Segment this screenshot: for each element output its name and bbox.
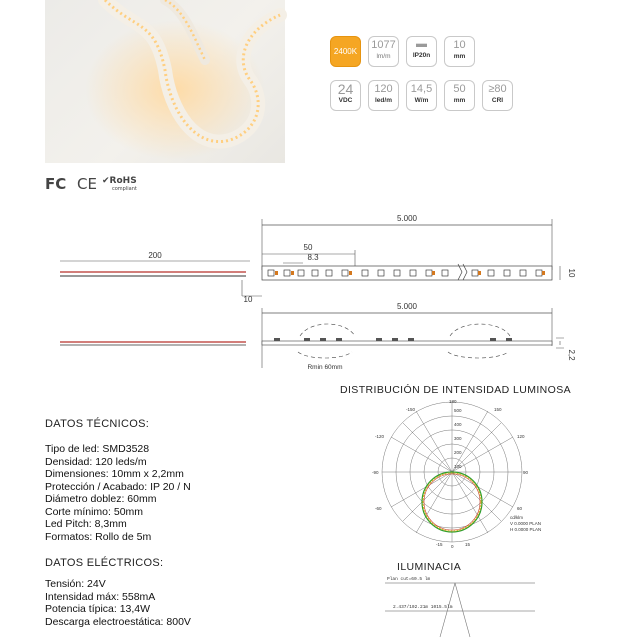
fcc-logo: FC bbox=[45, 175, 67, 193]
svg-text:120: 120 bbox=[517, 434, 525, 439]
voltage-icon: 24 VDC bbox=[330, 80, 361, 111]
height-label: 2,2 bbox=[567, 349, 576, 361]
cut-unit-label: 50 bbox=[303, 243, 313, 252]
list-item: Potencia típica: 13,4W bbox=[45, 603, 151, 615]
total-length-label: 5.000 bbox=[396, 214, 418, 223]
svg-text:60: 60 bbox=[517, 506, 523, 511]
svg-text:-150: -150 bbox=[406, 407, 416, 412]
svg-text:300: 300 bbox=[454, 436, 462, 441]
list-item: Led Pitch: 8,3mm bbox=[45, 518, 127, 530]
svg-text:200: 200 bbox=[454, 450, 462, 455]
certifications bbox=[45, 175, 165, 195]
total-length-label-side: 5.000 bbox=[396, 302, 418, 311]
elec-data-list bbox=[45, 578, 191, 628]
tech-data-title: DATOS TÉCNICOS: bbox=[45, 418, 150, 430]
tech-data-list bbox=[45, 443, 191, 543]
rmin-label: Rmin 60mm bbox=[307, 364, 343, 371]
svg-text:-90: -90 bbox=[372, 470, 379, 475]
cut-length-icon: 50 mm bbox=[444, 80, 475, 111]
polar-diagram bbox=[370, 398, 542, 549]
svg-text:H 0.0000 PLAN: H 0.0000 PLAN bbox=[510, 527, 542, 532]
polar-chart-title: DISTRIBUCIÓN DE INTENSIDAD LUMINOSA bbox=[340, 384, 572, 396]
svg-text:-60: -60 bbox=[375, 506, 382, 511]
list-item: Dimensiones: 10mm x 2,2mm bbox=[45, 468, 184, 480]
led-strip-image bbox=[45, 0, 285, 163]
svg-text:cd/klm: cd/klm bbox=[510, 515, 524, 520]
rohs-logo: ✔RoHS compliant bbox=[102, 176, 137, 192]
svg-text:90: 90 bbox=[523, 470, 529, 475]
list-item: Protección / Acabado: IP 20 / N bbox=[45, 480, 191, 493]
svg-text:180: 180 bbox=[449, 399, 457, 404]
lumens-icon: 1077 lm/m bbox=[368, 36, 399, 67]
list-item: Tipo de led: SMD3528 bbox=[45, 443, 150, 455]
led-density-icon: 120 led/m bbox=[368, 80, 399, 111]
power-icon: 14,5 W/m bbox=[406, 80, 437, 111]
list-item: Formatos: Rollo de 5m bbox=[45, 530, 152, 543]
svg-text:150: 150 bbox=[494, 407, 502, 412]
svg-text:2.437/102.21m 1015.: 2.437/102.21m 1015.5lm bbox=[393, 605, 453, 610]
svg-text:Plan cut=60.5 lm: Plan cut=60.5 lm bbox=[387, 577, 431, 582]
list-item: Descarga electroestática: 800V bbox=[45, 615, 191, 628]
technical-drawing bbox=[60, 208, 590, 378]
svg-text:-15: -15 bbox=[436, 542, 443, 547]
svg-text:400: 400 bbox=[454, 422, 462, 427]
cri-icon: ≥80 CRI bbox=[482, 80, 513, 111]
pitch-label: 8.3 bbox=[307, 253, 319, 262]
list-item: Diámetro doblez: 60mm bbox=[45, 493, 157, 505]
svg-text:V 0.0000 PLAN: V 0.0000 PLAN bbox=[510, 521, 542, 526]
product-photo bbox=[45, 0, 285, 163]
list-item: Corte mínimo: 50mm bbox=[45, 505, 144, 518]
lead-length-label: 200 bbox=[148, 251, 162, 260]
elec-data-title: DATOS ELÉCTRICOS: bbox=[45, 557, 164, 569]
ce-logo: CE bbox=[77, 175, 97, 193]
spec-icons bbox=[330, 36, 530, 126]
list-item: Intensidad máx: 558mA bbox=[45, 590, 156, 603]
svg-text:15: 15 bbox=[465, 542, 471, 547]
ip-rating-icon: ▬ IP20n bbox=[406, 36, 437, 67]
list-item: Densidad: 120 leds/m bbox=[45, 455, 147, 468]
svg-text:-120: -120 bbox=[375, 434, 385, 439]
illuminance-diagram bbox=[385, 575, 535, 637]
illuminance-title: ILUMINACIA bbox=[397, 561, 462, 573]
svg-text:100: 100 bbox=[454, 464, 462, 469]
width-icon: 10 mm bbox=[444, 36, 475, 67]
width-label: 10 bbox=[567, 268, 576, 278]
svg-text:500: 500 bbox=[454, 408, 462, 413]
offset-label: 10 bbox=[243, 295, 253, 304]
check-icon: ✔ bbox=[102, 176, 110, 186]
svg-text:0: 0 bbox=[451, 544, 454, 549]
cct-icon: 2400K bbox=[330, 36, 361, 67]
list-item: Tensión: 24V bbox=[45, 578, 106, 590]
